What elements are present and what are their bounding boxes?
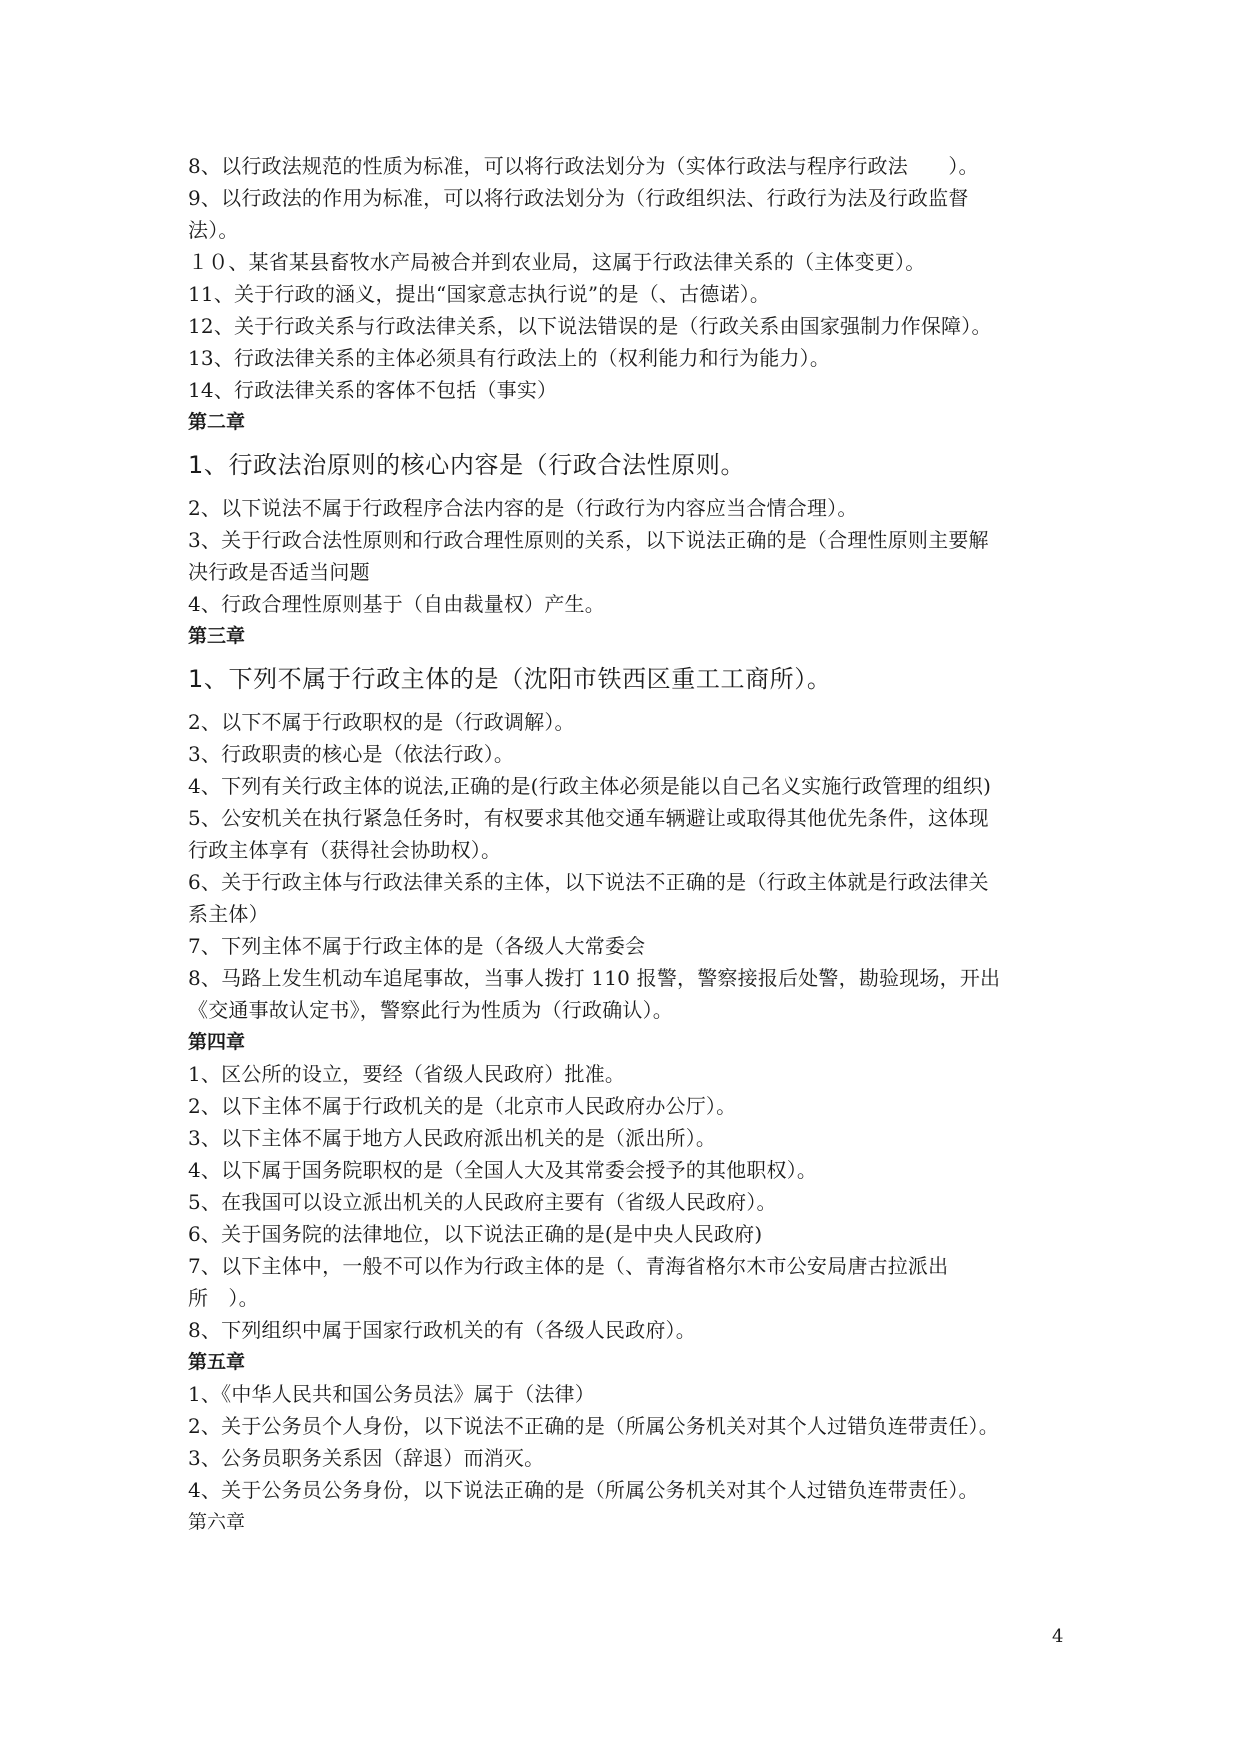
question-line: １０、某省某县畜牧水产局被合并到农业局，这属于行政法律关系的（主体变更）。 (188, 250, 926, 274)
question-line: 8、以行政法规范的性质为标准，可以将行政法划分为（实体行政法与程序行政法 ）。 (188, 154, 979, 178)
page-content (188, 150, 1068, 1538)
question-line: 3、关于行政合法性原则和行政合理性原则的关系，以下说法正确的是（合理性原则主要解 (188, 528, 989, 552)
question-line: 13、行政法律关系的主体必须具有行政法上的（权利能力和行为能力）。 (188, 346, 831, 370)
question-line: 6、关于国务院的法律地位，以下说法正确的是(是中央人民政府) (188, 1222, 763, 1246)
question-line: 《交通事故认定书》，警察此行为性质为（行政确认）。 (188, 998, 673, 1022)
question-line: 11、关于行政的涵义，提出“国家意志执行说”的是（、古德诺）。 (188, 282, 771, 306)
question-line: 系主体） (188, 902, 269, 926)
question-line: 6、关于行政主体与行政法律关系的主体，以下说法不正确的是（行政主体就是行政法律关 (188, 870, 989, 894)
question-line: 3、公务员职务关系因（辞退）而消灭。 (188, 1446, 545, 1470)
question-line: 1、《中华人民共和国公务员法》属于（法律） (188, 1382, 595, 1406)
question-line: 14、行政法律关系的客体不包括（事实） (188, 378, 558, 402)
question-line: 2、以下不属于行政职权的是（行政调解）。 (188, 710, 575, 734)
question-line: 3、以下主体不属于地方人民政府派出机关的是（派出所）。 (188, 1126, 717, 1150)
chapter-heading: 第六章 (188, 1511, 246, 1533)
question-line: 法）。 (188, 218, 239, 242)
question-line: 2、关于公务员个人身份，以下说法不正确的是（所属公务机关对其个人过错负连带责任）。 (188, 1414, 999, 1438)
question-line: 4、下列有关行政主体的说法,正确的是(行政主体必须是能以自己名义实施行政管理的组织) (188, 774, 992, 798)
question-line: 5、在我国可以设立派出机关的人民政府主要有（省级人民政府）。 (188, 1190, 777, 1214)
question-line: 决行政是否适当问题 (188, 560, 370, 584)
question-line: 行政主体享有（获得社会协助权）。 (188, 838, 502, 862)
question-line: 4、行政合理性原则基于（自由裁量权）产生。 (188, 592, 605, 616)
question-line: 所 ）。 (188, 1286, 259, 1310)
question-line: 1、下列不属于行政主体的是（沈阳市铁西区重工工商所）。 (188, 665, 832, 693)
chapter-heading: 第二章 (188, 411, 246, 433)
question-line: 1、行政法治原则的核心内容是（行政合法性原则。 (188, 451, 746, 479)
question-line: 4、以下属于国务院职权的是（全国人大及其常委会授予的其他职权）。 (188, 1158, 818, 1182)
question-line: 1、区公所的设立，要经（省级人民政府）批准。 (188, 1062, 626, 1086)
chapter-heading: 第三章 (188, 625, 246, 647)
page-number: 4 (1052, 1626, 1064, 1647)
question-line: 7、下列主体不属于行政主体的是（各级人大常委会 (188, 934, 646, 958)
question-line: 8、下列组织中属于国家行政机关的有（各级人民政府）。 (188, 1318, 696, 1342)
question-line: 3、行政职责的核心是（依法行政）。 (188, 742, 515, 766)
question-line: 4、关于公务员公务身份，以下说法正确的是（所属公务机关对其个人过错负连带责任）。 (188, 1478, 979, 1502)
question-line: 2、以下主体不属于行政机关的是（北京市人民政府办公厅）。 (188, 1094, 737, 1118)
question-line: 12、关于行政关系与行政法律关系，以下说法错误的是（行政关系由国家强制力作保障）。 (188, 314, 992, 338)
chapter-heading: 第四章 (188, 1031, 246, 1053)
question-line: 5、公安机关在执行紧急任务时，有权要求其他交通车辆避让或取得其他优先条件，这体现 (188, 806, 989, 830)
question-line: 9、以行政法的作用为标准，可以将行政法划分为（行政组织法、行政行为法及行政监督 (188, 186, 969, 210)
question-line: 7、以下主体中，一般不可以作为行政主体的是（、青海省格尔木市公安局唐古拉派出 (188, 1254, 949, 1278)
chapter-heading: 第五章 (188, 1351, 246, 1373)
question-line: 2、以下说法不属于行政程序合法内容的是（行政行为内容应当合情合理）。 (188, 496, 858, 520)
question-line: 8、马路上发生机动车追尾事故，当事人拨打 110 报警，警察接报后处警，勘验现场，开出 (188, 966, 1001, 990)
